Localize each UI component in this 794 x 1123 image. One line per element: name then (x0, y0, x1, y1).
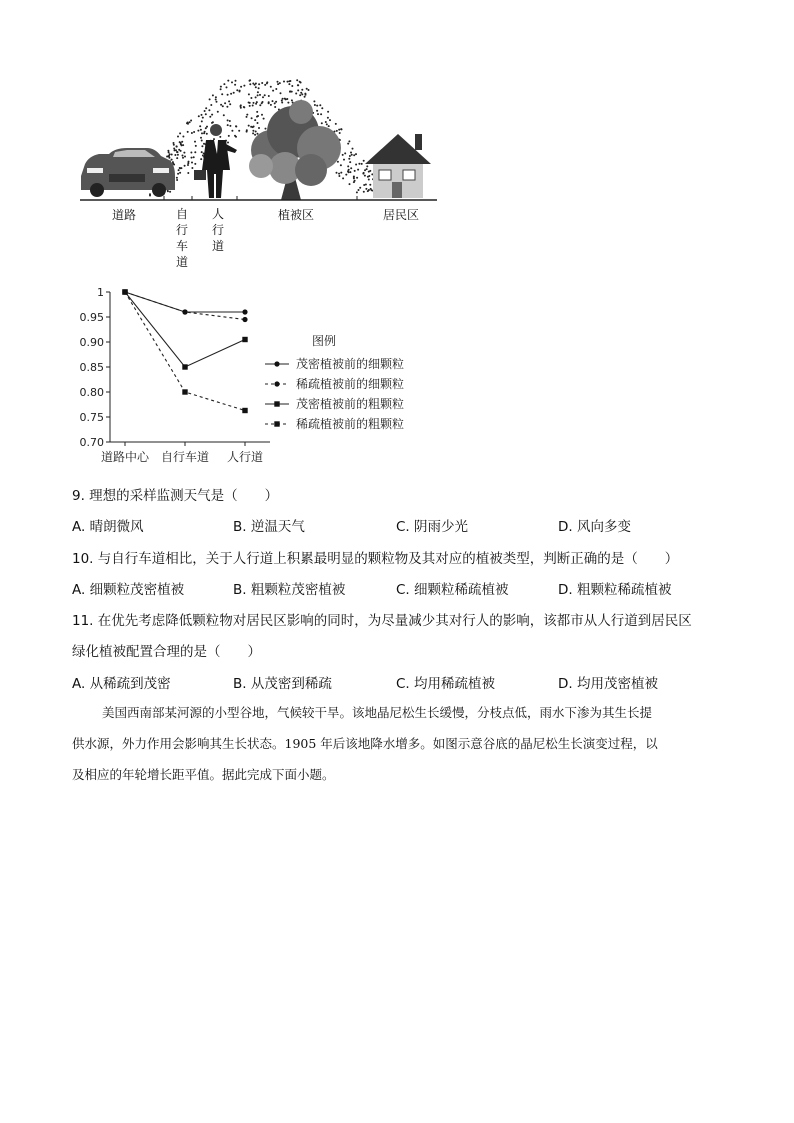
question-11-stem-cont: 绿化植被配置合理的是（ ） (72, 644, 261, 660)
legend-marker (274, 421, 279, 426)
q10-option-a[interactable]: A. 细颗粒茂密植被 (72, 582, 185, 598)
passage-line-3: 及相应的年轮增长距平值。据此完成下面小题。 (72, 767, 335, 782)
data-point (182, 309, 187, 314)
q9-option-c[interactable]: C. 阴雨少光 (396, 519, 469, 535)
y-tick-label: 0.95 (79, 311, 104, 324)
pedestrian-icon (194, 124, 237, 198)
legend-marker (274, 401, 279, 406)
y-tick-label: 0.80 (79, 386, 104, 399)
legend-title: 图例 (312, 334, 337, 348)
legend-label: 茂密植被前的细颗粒 (296, 357, 405, 371)
q11-option-c[interactable]: C. 均用稀疏植被 (396, 676, 496, 692)
q11-option-a[interactable]: A. 从稀疏到茂密 (72, 676, 171, 692)
y-tick-label: 0.70 (79, 436, 104, 449)
street-cross-section-figure (75, 78, 445, 206)
data-point (122, 289, 127, 294)
data-point (182, 389, 187, 394)
data-point (242, 309, 247, 314)
passage-line-2: 供水源，外力作用会影响其生长状态。1905 年后该地降水增多。如图示意谷底的晶尼松生长演变过程，以 (72, 736, 658, 751)
particle-ratio-chart (70, 282, 430, 470)
legend-marker (274, 381, 279, 386)
question-11-stem: 11. 在优先考虑降低颗粒物对居民区影响的同时，为尽量减少其对行人的影响，该都市从人行道到居民区 (72, 613, 692, 629)
house-icon (365, 134, 431, 198)
passage-line-1: 美国西南部某河源的小型谷地，气候较干旱。该地晶尼松生长缓慢，分枝点低，雨水下渗为其生长提 (102, 705, 653, 720)
question-9-stem: 9. 理想的采样监测天气是（ ） (72, 488, 279, 504)
zone-bike-lane-label: 自行车道 (175, 207, 188, 269)
zone-residential-label: 居民区 (382, 208, 419, 222)
x-tick-label: 道路中心 (100, 450, 150, 464)
legend-marker (274, 361, 279, 366)
zone-sidewalk-label: 人行道 (211, 207, 224, 253)
q9-option-a[interactable]: A. 晴朗微风 (72, 519, 144, 535)
q10-option-c[interactable]: C. 细颗粒稀疏植被 (396, 582, 509, 598)
legend-label: 稀疏植被前的粗颗粒 (296, 417, 405, 431)
q9-option-d[interactable]: D. 风向多变 (558, 519, 631, 535)
q9-option-b[interactable]: B. 逆温天气 (233, 519, 305, 535)
x-tick-label: 自行车道 (160, 450, 210, 464)
series-line (125, 292, 245, 312)
y-tick-label: 0.85 (79, 361, 104, 374)
question-10-stem: 10. 与自行车道相比，关于人行道上积累最明显的颗粒物及其对应的植被类型，判断正确的是（ ） (72, 551, 679, 567)
y-tick-label: 0.75 (79, 411, 104, 424)
data-point (242, 337, 247, 342)
q11-option-d[interactable]: D. 均用茂密植被 (558, 676, 658, 692)
car-icon (81, 148, 175, 197)
x-tick-label: 人行道 (226, 450, 264, 464)
zone-road-label: 道路 (111, 208, 136, 222)
legend-label: 稀疏植被前的细颗粒 (296, 377, 405, 391)
data-point (242, 317, 247, 322)
data-point (182, 364, 187, 369)
q11-option-b[interactable]: B. 从茂密到稀疏 (233, 676, 332, 692)
q10-option-b[interactable]: B. 粗颗粒茂密植被 (233, 582, 346, 598)
y-tick-label: 1 (97, 286, 104, 299)
q10-option-d[interactable]: D. 粗颗粒稀疏植被 (558, 582, 672, 598)
series-line (125, 292, 245, 367)
y-tick-label: 0.90 (79, 336, 104, 349)
zone-vegetation-label: 植被区 (277, 208, 314, 222)
legend-label: 茂密植被前的粗颗粒 (296, 397, 405, 411)
data-point (242, 408, 247, 413)
